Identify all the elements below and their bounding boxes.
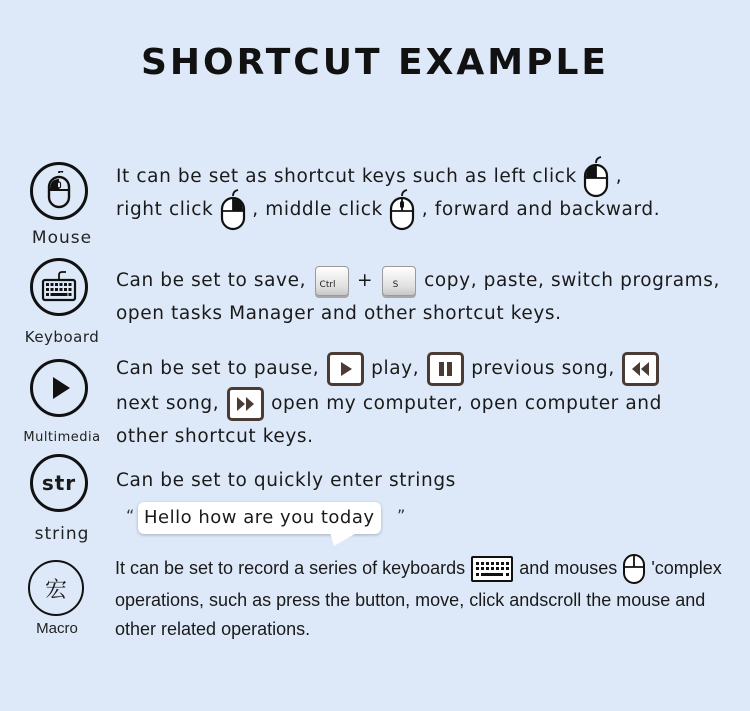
next-button-icon [227, 387, 264, 421]
keyboard-label: Keyboard [24, 328, 100, 346]
middle-click-icon [389, 189, 415, 231]
keyboard-text-2: open tasks Manager and other shortcut keys. [116, 303, 562, 324]
s-key [382, 266, 416, 296]
keyboard-inline-icon [470, 555, 514, 583]
multimedia-text-2a: next song, [116, 393, 220, 414]
mouse-text-1-end: , [615, 166, 623, 187]
ctrl-key-label: Ctrl [319, 280, 336, 290]
mouse-icon [30, 162, 88, 220]
macro-text-1b: and mouses [519, 558, 618, 578]
macro-icon-text: 宏 [44, 577, 67, 603]
mouse-label: Mouse [31, 228, 93, 248]
play-button-icon [327, 352, 364, 386]
previous-button-icon [622, 352, 659, 386]
keyboard-icon [30, 258, 88, 316]
multimedia-text-line1 [116, 352, 660, 386]
keyboard-text-1a: Can be set to save, [116, 270, 307, 291]
pause-button-icon [427, 352, 464, 386]
right-click-icon [220, 189, 246, 231]
macro-label: Macro [36, 620, 78, 637]
quote-open: “ [126, 506, 135, 525]
string-bubble: Hello how are you today [138, 502, 381, 534]
plus-sign: + [357, 270, 374, 291]
macro-text-line1 [115, 553, 722, 585]
mouse-text-2c: , forward and backward. [421, 199, 661, 220]
macro-text-2: operations, such as press the button, move, click andscroll the mouse and [115, 590, 706, 610]
s-key-label: S [392, 280, 399, 290]
bubble-tail [330, 532, 360, 548]
multimedia-text-1a: Can be set to pause, [116, 358, 320, 379]
macro-text-3: other related operations. [115, 619, 311, 639]
string-label: string [34, 524, 90, 544]
macro-text-1a: It can be set to record a series of keyboards [115, 558, 466, 578]
macro-icon [28, 560, 84, 616]
mouse-inline-icon [622, 553, 646, 585]
multimedia-text-2b: open my computer, open computer and [271, 393, 662, 414]
quote-close: ” [397, 506, 406, 525]
mouse-text-line2 [116, 189, 660, 231]
page-title: SHORTCUT EXAMPLE [140, 42, 609, 83]
string-icon [30, 454, 88, 512]
mouse-text-2b: , middle click [252, 199, 383, 220]
mouse-text-1: It can be set as shortcut keys such as left click [116, 166, 577, 187]
multimedia-text-1c: previous song, [471, 358, 615, 379]
string-icon-text: str [41, 471, 77, 495]
multimedia-text-3: other shortcut keys. [116, 426, 314, 447]
keyboard-text-1b: copy, paste, switch programs, [424, 270, 720, 291]
multimedia-text-line2 [116, 387, 662, 421]
string-text-1: Can be set to quickly enter strings [116, 470, 456, 491]
multimedia-label: Multimedia [23, 430, 101, 445]
macro-text-1c: 'complex [651, 558, 722, 578]
play-icon [30, 359, 88, 417]
ctrl-key [315, 266, 349, 296]
multimedia-text-1b: play, [371, 358, 420, 379]
mouse-text-2a: right click [116, 199, 214, 220]
keyboard-text-line1 [116, 264, 720, 297]
